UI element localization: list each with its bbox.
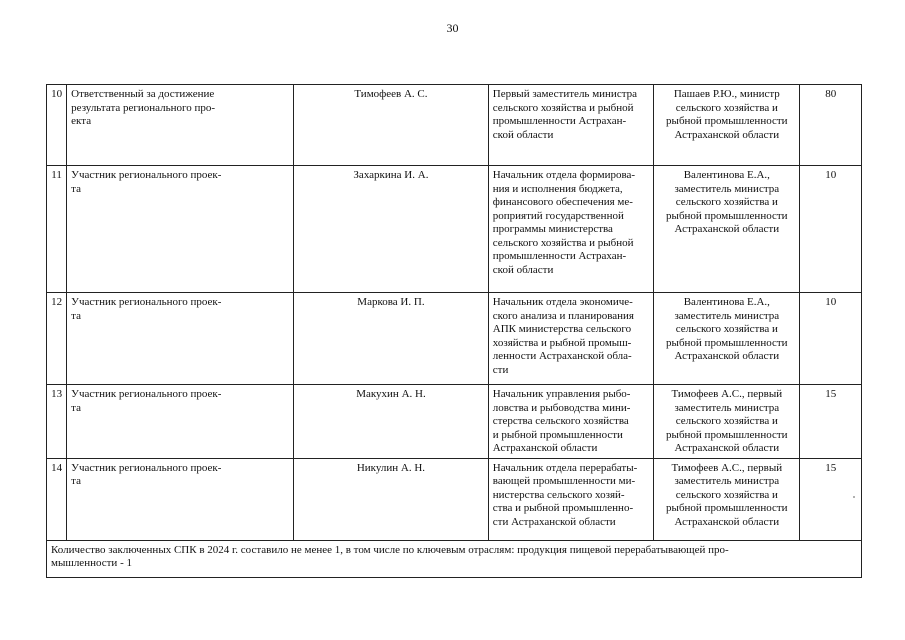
workload-percent: 15 <box>800 385 862 459</box>
table-row <box>47 166 862 293</box>
direct-supervisor: Валентинова Е.А., заместитель министра сельского хозяйства и рыбной промышленности Астраханской области <box>654 293 800 385</box>
page-number: 30 <box>446 21 459 35</box>
project-role: Участник регионального проек- та <box>67 166 294 293</box>
table-row <box>47 85 862 166</box>
workload-percent: 80 <box>800 85 862 166</box>
person-name: Никулин А. Н. <box>294 458 489 540</box>
person-name: Маркова И. П. <box>294 293 489 385</box>
table-row <box>47 293 862 385</box>
table-row <box>47 385 862 459</box>
person-position: Начальник управления рыбо- ловства и рыбоводства мини- стерства сельского хозяйства и рыбной промышленности Астраханской области <box>488 385 653 459</box>
row-number: 13 <box>47 385 67 459</box>
project-role: Ответственный за достижение результата регионального про- екта <box>67 85 294 166</box>
project-role: Участник регионального проек- та <box>67 385 294 459</box>
row-number: 12 <box>47 293 67 385</box>
project-role: Участник регионального проек- та <box>67 293 294 385</box>
row-number: 11 <box>47 166 67 293</box>
person-name: Тимофеев А. С. <box>294 85 489 166</box>
row-number: 14 <box>47 458 67 540</box>
person-position: Начальник отдела формирова- ния и исполнения бюджета, финансового обеспечения ме- роприятий государственной программы министерства сельского хозяйства и рыбной промышленности Астрахан- ской области <box>488 166 653 293</box>
summary-row <box>47 540 862 577</box>
person-position: Начальник отдела экономиче- ского анализа и планирования АПК министерства сельского хозяйства и рыбной промыш- ленности Астраханской обла- сти <box>488 293 653 385</box>
project-participants-table <box>46 84 862 578</box>
direct-supervisor: Тимофеев А.С., первый заместитель министра сельского хозяйства и рыбной промышленности Астраханской области <box>654 385 800 459</box>
direct-supervisor: Тимофеев А.С., первый заместитель министра сельского хозяйства и рыбной промышленности Астраханской области <box>654 458 800 540</box>
person-position: Первый заместитель министра сельского хозяйства и рыбной промышленности Астрахан- ской области <box>488 85 653 166</box>
person-name: Макухин А. Н. <box>294 385 489 459</box>
person-name: Захаркина И. А. <box>294 166 489 293</box>
workload-percent: 15 <box>800 458 862 540</box>
direct-supervisor: Пашаев Р.Ю., министр сельского хозяйства и рыбной промышленности Астраханской области <box>654 85 800 166</box>
table-row <box>47 458 862 540</box>
row-number: 10 <box>47 85 67 166</box>
workload-percent: 10 <box>800 293 862 385</box>
workload-percent: 10 <box>800 166 862 293</box>
summary-text: Количество заключенных СПК в 2024 г. составило не менее 1, в том числе по ключевым отраслям: продукция пищевой перерабатывающей про- мышленности - 1 <box>47 540 862 577</box>
project-role: Участник регионального проек- та <box>67 458 294 540</box>
person-position: Начальник отдела перерабаты- вающей промышленности ми- нистерства сельского хозяй- ства и рыбной промышленно- сти Астраханской области <box>488 458 653 540</box>
direct-supervisor: Валентинова Е.А., заместитель министра сельского хозяйства и рыбной промышленности Астраханской области <box>654 166 800 293</box>
scan-speck <box>853 496 855 498</box>
